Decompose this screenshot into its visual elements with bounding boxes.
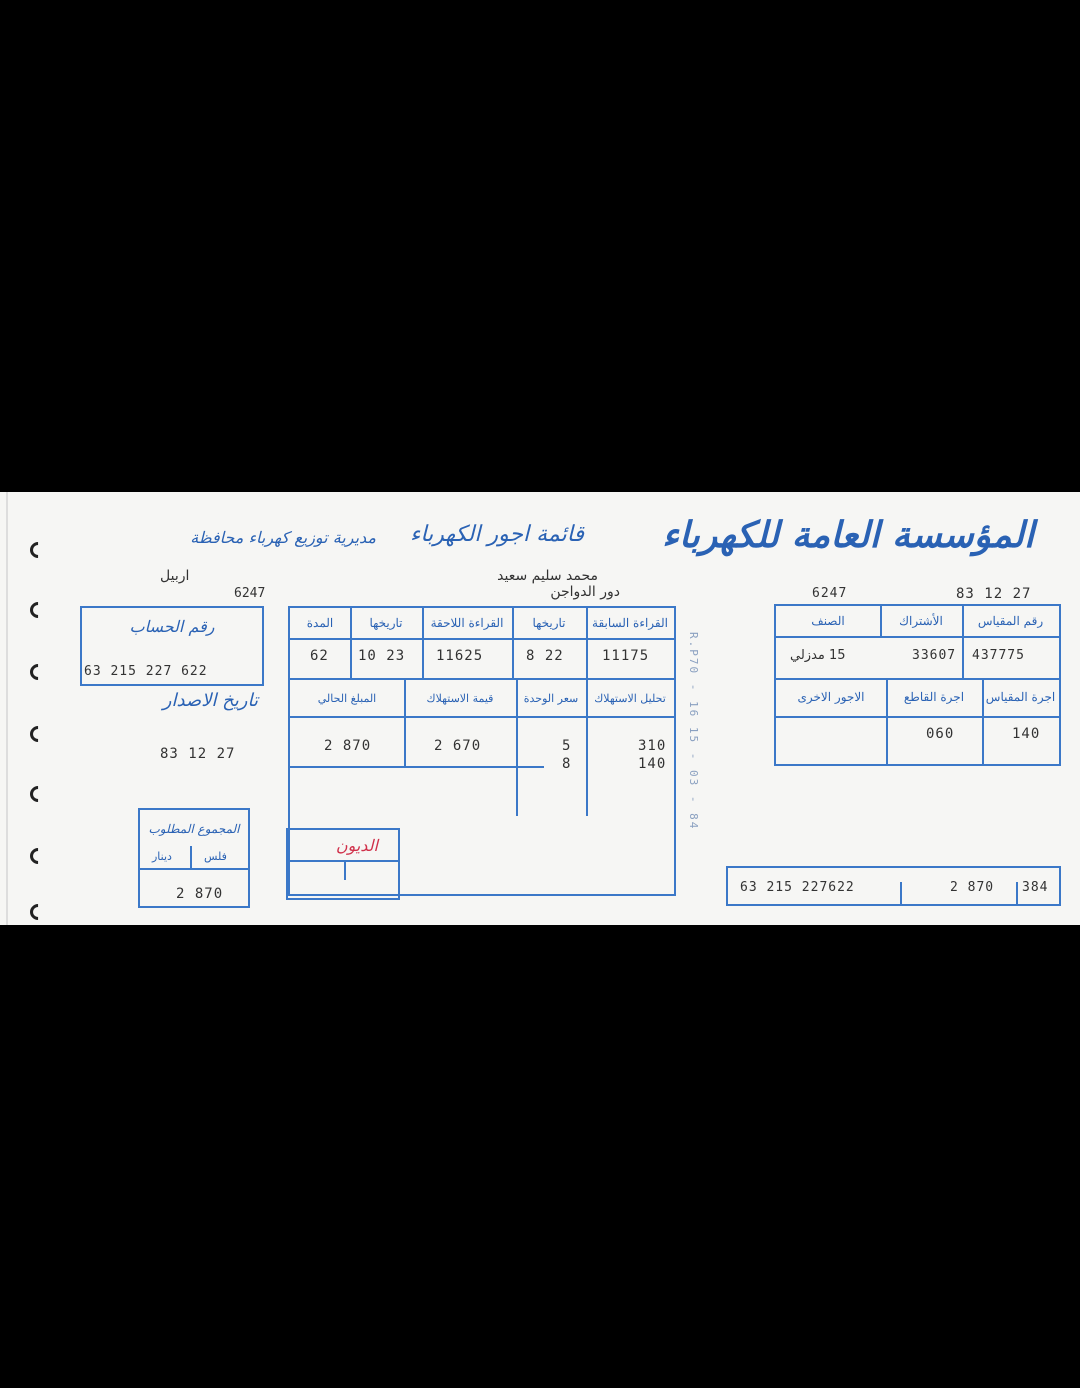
punch-hole [27,901,50,924]
unit-price-header: سعر الوحدة [523,692,579,705]
consumption-value: 2 670 [434,738,482,754]
previous-reading-header: القراءة السابقة [592,616,668,630]
consumption-2: 140 [638,756,667,772]
punch-hole [27,783,50,806]
consumption-1: 310 [638,738,667,754]
document-title: قائمة اجور الكهرباء [410,522,584,547]
fils-label: فلس [204,850,227,863]
unit-price-1: 5 [562,738,572,754]
meter-box [774,604,1061,766]
account-number: 63 215 227 622 [84,664,208,679]
current-amount-header: المبلغ الحالي [317,692,377,705]
punch-hole [27,723,50,746]
meter-number-header: رقم المقياس [977,614,1044,628]
breaker-fee: 060 [926,726,955,742]
code-left: 6247 [234,586,266,601]
next-reading-header: القراءة اللاحقة [430,616,504,630]
meter-fee: 140 [1012,726,1041,742]
subscription-number: 437775 [972,648,1025,663]
total-box [138,808,250,908]
payment-stamp: R.P70 - 16 15 - 03 - 84 [687,632,700,831]
previous-date-header: تاريخها [532,616,566,630]
previous-reading: 11175 [602,648,650,664]
consumption-analysis-header: تحليل الاستهلاك [594,692,666,705]
customer-address: دور الدواجن [550,584,620,600]
period-header: المدة [306,616,334,630]
meter-fee-header: اجرة المقياس [985,690,1056,704]
previous-date: 8 22 [526,648,564,664]
next-reading: 11625 [436,648,484,664]
next-date: 10 23 [358,648,406,664]
debts-box [286,828,400,900]
total-amount: 2 870 [176,886,224,902]
consumption-value-header: قيمة الاستهلاك [426,692,494,705]
issue-date-label: تاريخ الاصدار [162,690,258,711]
issue-date: 83 12 27 [160,746,236,762]
other-fees-header: الاجور الاخرى [797,690,865,704]
category-header: الصنف [811,614,845,628]
punch-hole [27,845,50,868]
period-days: 62 [310,648,329,664]
payment-stub [726,866,1061,906]
date-top: 83 12 27 [956,586,1032,602]
stub-account: 63 215 227622 [740,880,855,895]
electricity-bill [0,492,1080,925]
next-date-header: تاريخها [369,616,403,630]
current-amount: 2 870 [324,738,372,754]
perforated-edge [6,492,8,925]
account-number-header: رقم الحساب [129,617,215,636]
category-value: 15 مدزلي [790,648,846,663]
breaker-fee-header: اجرة القاطع [903,690,965,704]
customer-name: محمد سليم سعيد [497,568,598,584]
account-box [80,606,264,686]
meter-number: 33607 [912,648,957,663]
punch-hole [27,599,50,622]
organization-title: المؤسسة العامة للكهرباء [661,514,1034,556]
stub-amount: 2 870 [950,880,995,895]
unit-price-2: 8 [562,756,572,772]
total-label: المجموع المطلوب [148,822,240,836]
punch-hole [27,661,50,684]
dinar-label: دينار [152,850,172,863]
stub-code: 384 [1022,880,1049,895]
directorate-label: مديرية توزيع كهرباء محافظة [190,528,376,547]
punch-hole [27,539,50,562]
subscription-header: الأشتراك [899,614,943,628]
city: اربيل [160,568,190,584]
code-right: 6247 [812,586,848,601]
debts-label: الديون [335,836,378,855]
